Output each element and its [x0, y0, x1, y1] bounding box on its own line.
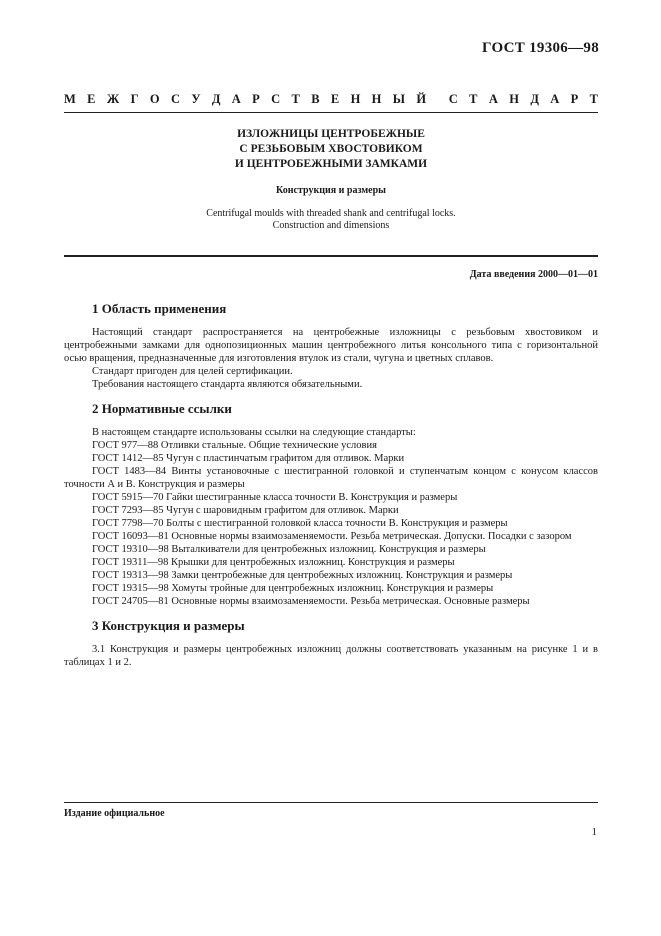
standard-type-letter: Т: [469, 92, 478, 106]
reference-item: ГОСТ 19315—98 Хомуты тройные для центробежных изложниц. Конструкция и размеры: [92, 583, 494, 594]
section-normative-references: [64, 401, 598, 608]
standard-type-letter: У: [191, 92, 201, 106]
footer-divider: [64, 802, 598, 803]
standard-type-letter: А: [550, 92, 560, 106]
section-heading: 2 Нормативные ссылки: [92, 401, 232, 416]
reference-item: ГОСТ 7293—85 Чугун с шаровидным графитом для отливок. Марки: [92, 505, 399, 516]
reference-item: ГОСТ 16093—81 Основные нормы взаимозаменяемости. Резьба метрическая. Допуски. Посадки с зазором: [92, 531, 572, 542]
paragraph: Стандарт пригоден для целей сертификации.: [92, 366, 293, 377]
standard-type-letter: Й: [416, 92, 427, 106]
reference-item: ГОСТ 7798—70 Болты с шестигранной головкой класса точности В. Конструкция и размеры: [92, 518, 508, 529]
title-line: И ЦЕНТРОБЕЖНЫМИ ЗАМКАМИ: [234, 158, 428, 170]
page-number: 1: [591, 826, 597, 838]
standard-type-letter: Ж: [106, 92, 120, 106]
title-divider: [64, 255, 598, 257]
section-heading: 3 Конструкция и размеры: [92, 618, 245, 633]
paragraph: 3.1 Конструкция и размеры центробежных изложниц должны соответствовать указанным на рисунке 1 и в таблицах 1 и 2.: [64, 644, 598, 668]
standard-type-letter: Н: [350, 92, 361, 106]
standard-type-letter: Р: [252, 92, 260, 106]
official-edition-label: Издание официальное: [64, 808, 165, 819]
standard-type-letter: С: [271, 92, 281, 106]
standard-type-letter: В: [311, 92, 320, 106]
title-block: [64, 127, 598, 232]
standard-type-heading: [64, 92, 598, 107]
section-design-dimensions: [64, 618, 598, 669]
standard-type-letter: Н: [509, 92, 519, 106]
paragraph: В настоящем стандарте использованы ссылки на следующие стандарты:: [92, 427, 416, 438]
reference-item: ГОСТ 5915—70 Гайки шестигранные класса точности В. Конструкция и размеры: [92, 492, 458, 503]
english-title: [64, 208, 598, 232]
standard-type-letter: Д: [211, 92, 221, 106]
document-code: ГОСТ 19306—98: [481, 40, 599, 56]
standard-type-letter: С: [170, 92, 180, 106]
standard-type-letter: Е: [330, 92, 340, 106]
reference-item: ГОСТ 19310—98 Выталкиватели для центробежных изложниц. Конструкция и размеры: [92, 544, 486, 555]
reference-item: ГОСТ 1483—84 Винты установочные с шестигранной головкой и ступенчатым концом с конусом классов точности А и В. Конструкция и размеры: [64, 466, 598, 490]
standard-type-letter: Р: [570, 92, 579, 106]
introduction-date: Дата введения 2000—01—01: [469, 269, 598, 280]
section-heading: 1 Область применения: [92, 301, 227, 316]
reference-item: ГОСТ 19311—98 Крышки для центробежных изложниц. Конструкция и размеры: [92, 557, 455, 568]
document-body: [64, 301, 598, 679]
standard-type-letter: Д: [530, 92, 539, 106]
standard-type-letter: Е: [87, 92, 96, 106]
english-title-line: Centrifugal moulds with threaded shank and centrifugal locks.: [206, 208, 456, 219]
standard-type-letter: Т: [291, 92, 300, 106]
english-title-line: Construction and dimensions: [272, 220, 390, 231]
section-scope: [64, 301, 598, 391]
title-line: С РЕЗЬБОВЫМ ХВОСТОВИКОМ: [239, 143, 423, 155]
standard-type-letter: А: [231, 92, 241, 106]
paragraph: Требования настоящего стандарта являются обязательными.: [92, 379, 363, 390]
header-divider: [64, 112, 598, 113]
title-line: ИЗЛОЖНИЦЫ ЦЕНТРОБЕЖНЫЕ: [237, 128, 425, 140]
title-subtitle: Конструкция и размеры: [276, 185, 386, 196]
standard-type-letter: Т: [589, 92, 598, 106]
reference-item: ГОСТ 19313—98 Замки центробежные для центробежных изложниц. Конструкция и размеры: [92, 570, 513, 581]
reference-item: ГОСТ 977—88 Отливки стальные. Общие технические условия: [92, 440, 377, 451]
standard-type-letter: Н: [371, 92, 382, 106]
paragraph: Настоящий стандарт распространяется на центробежные изложницы с резьбовым хвостовиком и центробежными замками для однопозиционных машин центробежного литья консольного типа с горизонтальной осью вращения, предназначенные для изготовления втулок из стали, чугуна и цветных сплавов.: [64, 327, 598, 364]
standard-type-letter: С: [448, 92, 458, 106]
standard-type-letter: Ы: [392, 92, 406, 106]
standard-type-letter: А: [488, 92, 498, 106]
standard-type-letter: О: [149, 92, 160, 106]
reference-item: ГОСТ 1412—85 Чугун с пластинчатым графитом для отливок. Марки: [92, 453, 405, 464]
standard-type-letter: Г: [130, 92, 139, 106]
standard-type-letter: М: [64, 92, 76, 106]
reference-item: ГОСТ 24705—81 Основные нормы взаимозаменяемости. Резьба метрическая. Основные размеры: [92, 596, 530, 607]
